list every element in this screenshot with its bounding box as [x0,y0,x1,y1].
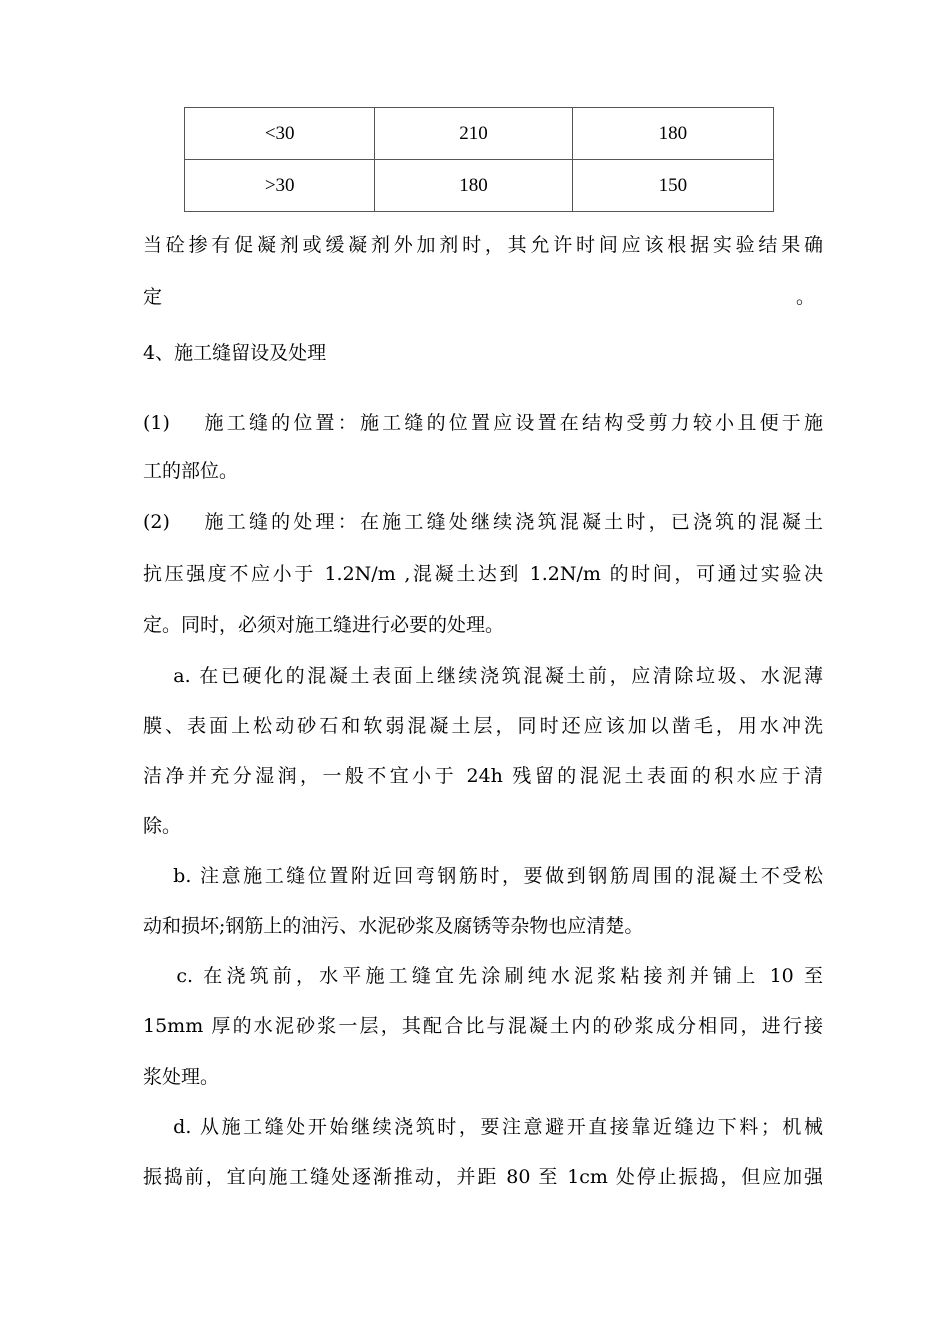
table-cell: <30 [185,108,375,160]
table-cell: 210 [375,108,572,160]
paragraph-line: d. 从施工缝处开始继续浇筑时，要注意避开直接靠近缝边下料；机械 [143,1116,823,1138]
note-line: 当砼掺有促凝剂或缓凝剂外加剂时，其允许时间应该根据实验结果确 [143,234,823,256]
data-table [184,107,774,212]
paragraph-line: 定。同时，必须对施工缝进行必要的处理。 [143,614,505,636]
paragraph-line: 除。 [143,815,182,837]
paragraph-line: 15mm 厚的水泥砂浆一层，其配合比与混凝土内的砂浆成分相同，进行接 [143,1015,823,1037]
paragraph-line: 浆处理。 [143,1066,220,1088]
paragraph-line: (1) 施工缝的位置：施工缝的位置应设置在结构受剪力较小且便于施 [143,412,823,434]
section-heading: 4、施工缝留设及处理 [143,342,327,364]
table-cell: 180 [375,160,572,212]
paragraph-line: 抗压强度不应小于 1.2N/m ,混凝土达到 1.2N/m 的时间，可通过实验决 [143,563,823,585]
note-line: 定 [143,286,163,308]
paragraph-line: b. 注意施工缝位置附近回弯钢筋时，要做到钢筋周围的混凝土不受松 [143,865,823,887]
paragraph-line: 动和损坏;钢筋上的油污、水泥砂浆及腐锈等杂物也应清楚。 [143,915,644,937]
table-cell: 180 [572,108,773,160]
table-row [185,160,774,212]
table-cell: 150 [572,160,773,212]
paragraph-line: (2) 施工缝的处理：在施工缝处继续浇筑混凝土时，已浇筑的混凝土 [143,511,823,533]
note-period: 。 [796,286,816,308]
table-cell: >30 [185,160,375,212]
paragraph-line: 工的部位。 [143,460,239,482]
paragraph-line: a. 在已硬化的混凝土表面上继续浇筑混凝土前，应清除垃圾、水泥薄 [143,665,823,687]
paragraph-line: 振捣前，宜向施工缝处逐渐推动，并距 80 至 1cm 处停止振捣，但应加强 [143,1166,823,1188]
paragraph-line: c. 在浇筑前，水平施工缝宜先涂刷纯水泥浆粘接剂并铺上 10 至 [143,965,823,987]
table-row [185,108,774,160]
paragraph-line: 洁净并充分湿润，一般不宜小于 24h 残留的混泥土表面的积水应于清 [143,765,823,787]
paragraph-line: 膜、表面上松动砂石和软弱混凝土层，同时还应该加以凿毛，用水冲洗 [143,715,823,737]
